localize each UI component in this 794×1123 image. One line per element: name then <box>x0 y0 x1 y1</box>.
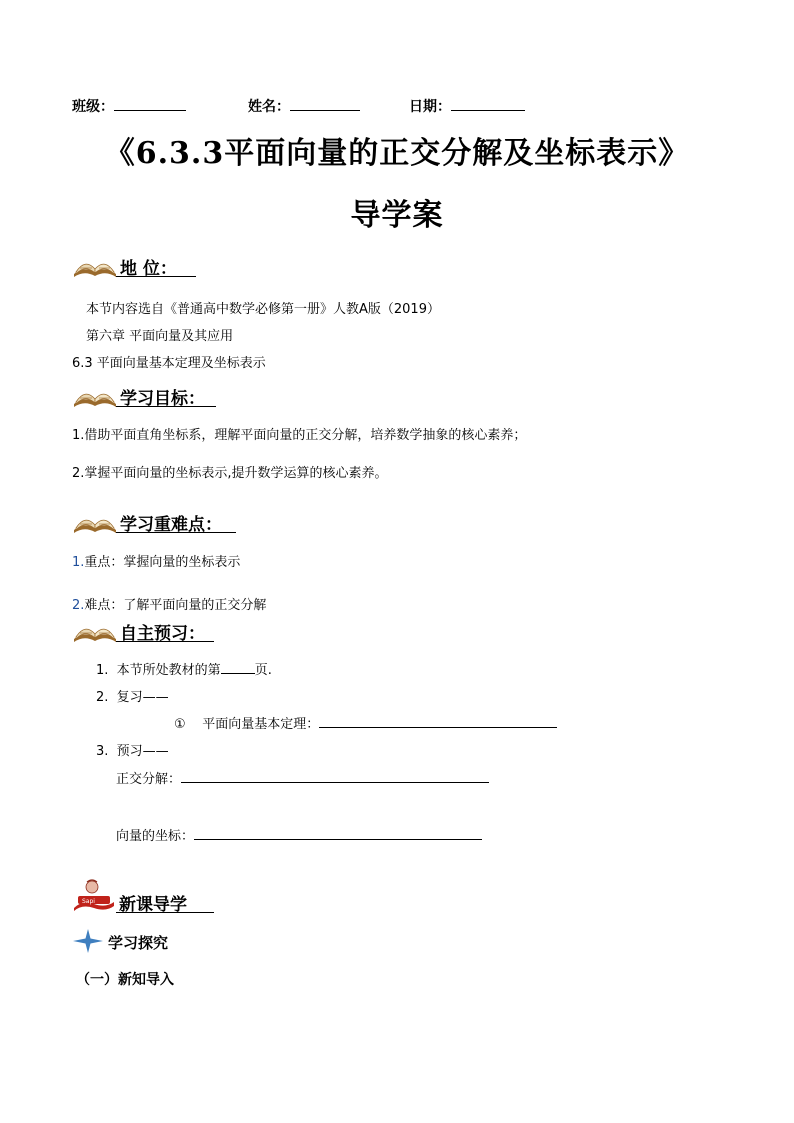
key-points-heading-label: 学习重难点： <box>120 515 222 535</box>
preview-subitem-coordinates <box>116 825 482 844</box>
goal-item-1: 1.借助平面直角坐标系，理解平面向量的正交分解，培养数学抽象的核心素养； <box>72 428 527 443</box>
class-label: 班级： <box>72 99 114 115</box>
new-lesson-heading-label: 新课导学 <box>119 895 187 915</box>
section-heading-new-lesson <box>72 878 222 914</box>
orthogonal-label: 正交分解： <box>116 772 182 787</box>
sub-heading-explore <box>72 928 202 954</box>
page-title: 《6.3.3平面向量的正交分解及坐标表示》 <box>104 136 690 171</box>
orthogonal-blank[interactable] <box>181 770 489 783</box>
preview-item-text: 复习—— <box>116 690 169 705</box>
page-subtitle: 导学案 <box>350 198 444 233</box>
preview-item-number: 2. <box>96 690 109 705</box>
goals-heading-label: 学习目标： <box>120 389 205 409</box>
key-point-number: 2. <box>72 598 85 613</box>
key-point-item-1 <box>72 551 240 570</box>
heading-underline <box>116 912 214 913</box>
preview-item-1 <box>96 659 272 678</box>
svg-text:Sapi: Sapi <box>82 898 95 905</box>
section-heading-goals <box>72 382 232 412</box>
heading-underline <box>116 406 216 407</box>
key-point-item-2 <box>72 594 266 613</box>
page-number-blank[interactable] <box>221 661 255 674</box>
section-heading-position <box>72 252 212 282</box>
open-book-icon <box>72 512 118 534</box>
key-point-text: 难点：了解平面向量的正交分解 <box>84 598 267 613</box>
goal-item-2: 2.掌握平面向量的坐标表示,提升数学运算的核心素养。 <box>72 466 388 481</box>
class-blank[interactable] <box>114 98 186 111</box>
preview-item-text: 本节所处教材的第 <box>116 663 221 678</box>
four-point-star-icon <box>72 928 104 954</box>
open-book-icon <box>72 386 118 408</box>
coordinates-blank[interactable] <box>194 827 482 840</box>
open-book-icon <box>72 621 118 643</box>
heading-underline <box>116 641 214 642</box>
theorem-label: 平面向量基本定理： <box>202 717 320 732</box>
name-field <box>248 96 360 116</box>
part-one-heading: （一）新知导入 <box>76 972 174 988</box>
position-line-1: 本节内容选自《普通高中数学必修第一册》人教A版（2019） <box>86 302 440 317</box>
date-field <box>409 96 525 116</box>
preview-heading-label: 自主预习： <box>120 624 205 644</box>
header-fields <box>72 96 542 116</box>
preview-subitem-theorem <box>174 713 557 732</box>
preview-item-2 <box>96 686 169 705</box>
heading-underline <box>116 532 236 533</box>
preview-item-number: 3. <box>96 744 109 759</box>
heading-underline <box>116 276 196 277</box>
name-blank[interactable] <box>290 98 360 111</box>
class-field <box>72 96 186 116</box>
position-heading-label: 地 位： <box>120 259 177 279</box>
preview-item-number: 1. <box>96 663 109 678</box>
coordinates-label: 向量的坐标： <box>116 829 195 844</box>
name-label: 姓名： <box>248 99 290 115</box>
key-point-number: 1. <box>72 555 85 570</box>
section-heading-preview <box>72 617 232 647</box>
preview-item-3 <box>96 740 169 759</box>
section-heading-key-points <box>72 508 252 538</box>
explore-heading-label: 学习探究 <box>108 934 169 952</box>
date-label: 日期： <box>409 99 451 115</box>
circled-marker: ① <box>174 717 186 732</box>
theorem-blank[interactable] <box>319 715 557 728</box>
key-point-text: 重点：掌握向量的坐标表示 <box>84 555 241 570</box>
preview-subitem-orthogonal <box>116 768 489 787</box>
red-lesson-icon <box>72 878 116 912</box>
position-line-3: 6.3 平面向量基本定理及坐标表示 <box>72 356 266 371</box>
date-blank[interactable] <box>451 98 525 111</box>
preview-item-suffix: 页. <box>254 663 272 678</box>
open-book-icon <box>72 256 118 278</box>
preview-item-text: 预习—— <box>116 744 169 759</box>
position-line-2: 第六章 平面向量及其应用 <box>86 329 234 344</box>
